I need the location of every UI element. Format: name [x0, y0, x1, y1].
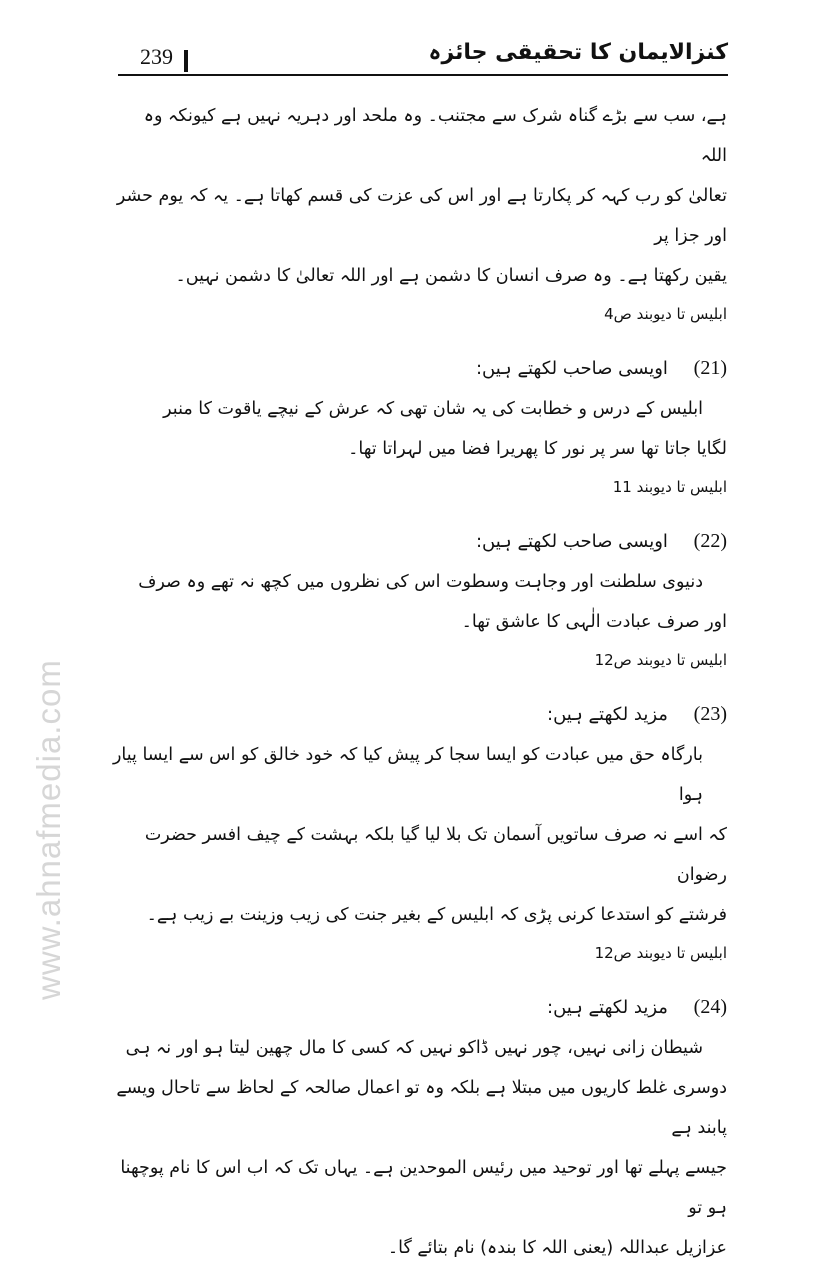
quote-line: کہ اسے نہ صرف ساتویں آسمان تک بلا لیا گیا بلکہ بہشت کے چیف افسر حضرت رضوان [144, 825, 727, 885]
quote-line: اور صرف عبادت الٰہی کا عاشق تھا۔ [461, 612, 727, 632]
reference-citation: ابلیس تا دیوبند 11 [612, 478, 727, 496]
quote-section-22 [112, 523, 727, 674]
quote-line: جیسے پہلے تھا اور توحید میں رئیس الموحدین ہے۔ یہاں تک کہ اب اس کا نام پوچھنا ہو تو [120, 1158, 727, 1218]
page-body [112, 96, 727, 1268]
quote-line: عزازیل عبداللہ (یعنی اللہ کا بندہ) نام بتائے گا۔ [387, 1238, 727, 1258]
page-header [118, 36, 728, 80]
quote-section-21 [112, 350, 727, 501]
reference-citation: ابلیس تا دیوبند ص12 [594, 651, 727, 669]
section-heading-text: مزید لکھتے ہیں: [547, 704, 668, 725]
quote-line: شیطان زانی نہیں، چور نہیں ڈاکو نہیں کہ کسی کا مال چھین لیتا ہو اور نہ ہی [125, 1038, 703, 1058]
section-heading-text: مزید لکھتے ہیں: [547, 997, 668, 1018]
intro-line: تعالیٰ کو رب کہہ کر پکارتا ہے اور اس کی عزت کی قسم کھاتا ہے۔ یہ کہ یوم حشر اور جزا پر [116, 186, 727, 246]
page-number-bar [184, 50, 188, 72]
section-number: (24) [693, 996, 727, 1018]
section-heading [112, 989, 727, 1026]
page-number: 239 [140, 44, 173, 69]
watermark-text: www.ahnafmedia.com [30, 659, 67, 1000]
intro-line: یقین رکھتا ہے۔ وہ صرف انسان کا دشمن ہے اور اللہ تعالیٰ کا دشمن نہیں۔ [175, 266, 727, 286]
header-rule [118, 74, 728, 76]
section-number: (23) [693, 703, 727, 725]
quote-line: فرشتے کو استدعا کرنی پڑی کہ ابلیس کے بغیر جنت کی زیب وزینت بے زیب ہے۔ [146, 905, 727, 925]
quote-line: لگایا جاتا تھا سر پر نور کا پھریرا فضا میں لہراتا تھا۔ [348, 439, 727, 459]
reference-citation: ابلیس تا دیوبند ص4 [604, 305, 727, 323]
book-title: کنزالایمان کا تحقیقی جائزہ [428, 40, 728, 65]
quote-line: دنیوی سلطنت اور وجاہت وسطوت اس کی نظروں میں کچھ نہ تھے وہ صرف [138, 572, 703, 592]
section-heading-text: اویسی صاحب لکھتے ہیں: [475, 358, 668, 379]
section-number: (21) [693, 357, 727, 379]
quote-section-23 [112, 696, 727, 967]
section-number: (22) [693, 530, 727, 552]
reference-citation: ابلیس تا دیوبند ص12 [594, 944, 727, 962]
quote-line: بارگاہ حق میں عبادت کو ایسا سجا کر پیش کیا کہ خود خالق کو اس سے ایسا پیار ہوا [112, 745, 703, 805]
section-heading [112, 350, 727, 387]
quote-line: ابلیس کے درس و خطابت کی یہ شان تھی کہ عرش کے نیچے یاقوت کا منبر [163, 399, 703, 419]
section-heading-text: اویسی صاحب لکھتے ہیں: [475, 531, 668, 552]
quote-line: دوسری غلط کاریوں میں مبتلا ہے بلکہ وہ تو اعمال صالحہ کے لحاظ سے تاحال ویسے پابند ہے [116, 1078, 727, 1138]
section-heading [112, 696, 727, 733]
section-heading [112, 523, 727, 560]
intro-line: ہے، سب سے بڑے گناہ شرک سے مجتنب۔ وہ ملحد اور دہریہ نہیں ہے کیونکہ وہ اللہ [143, 106, 727, 166]
quote-section-24 [112, 989, 727, 1268]
